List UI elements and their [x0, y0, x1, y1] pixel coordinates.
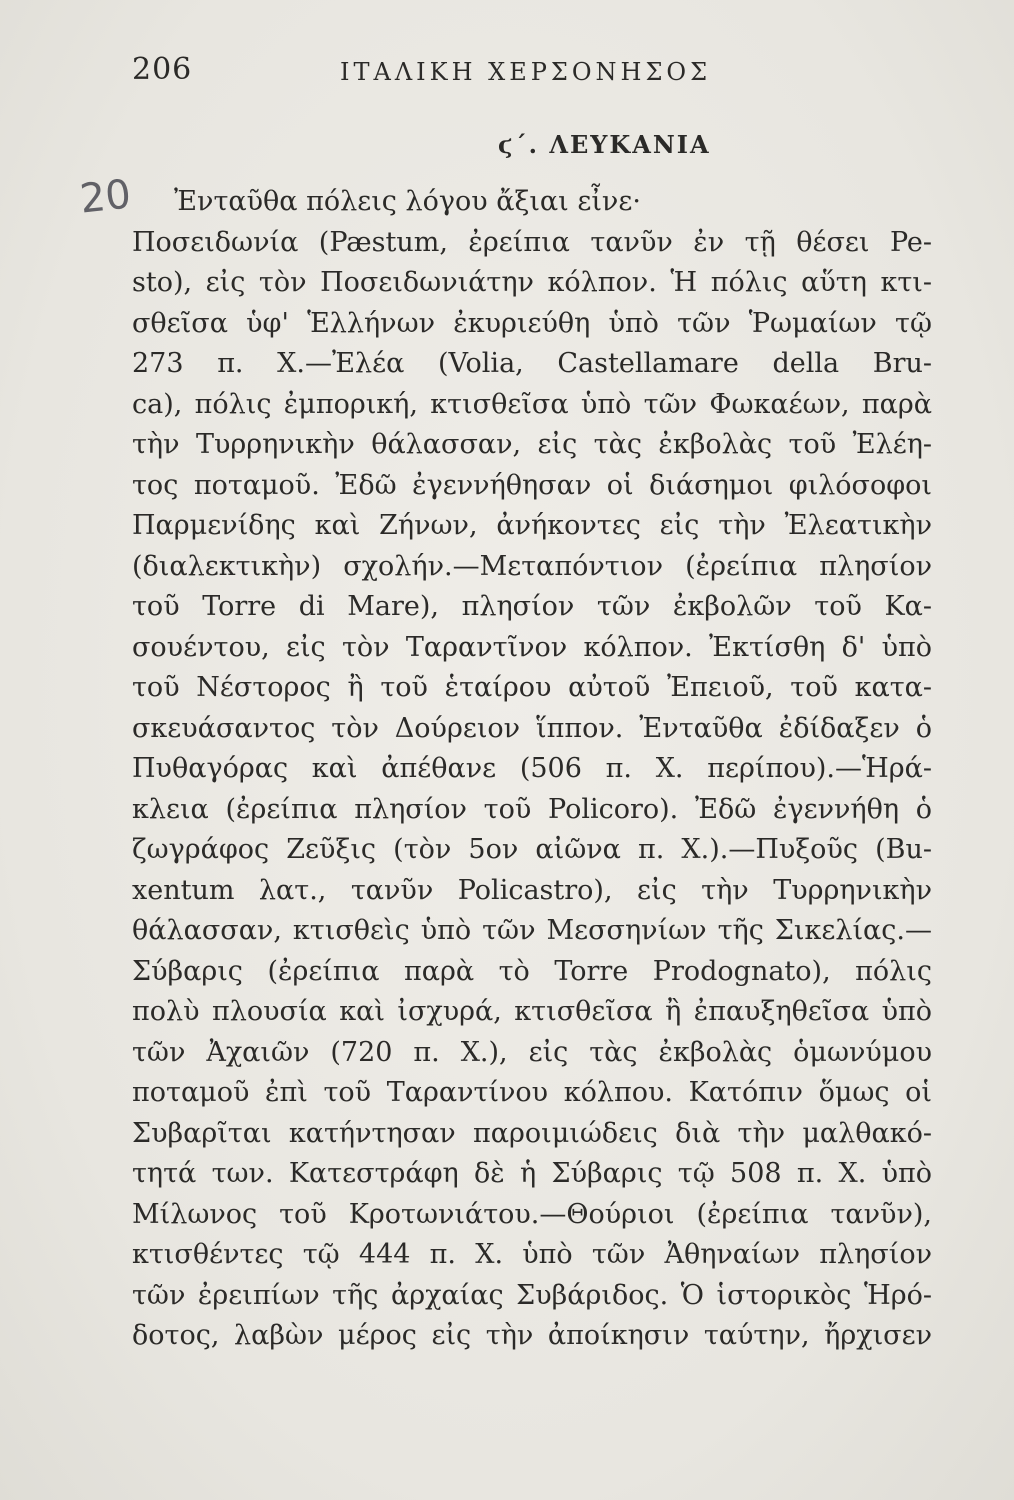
- handwritten-margin-note: 20: [77, 171, 134, 223]
- text-line: σκευάσαντος τὸν Δούρειον ἵππον. Ἐνταῦθα ἐδίδαξεν ὁ: [132, 712, 932, 744]
- text-line: τὴν Τυρρηνικὴν θάλασσαν, εἰς τὰς ἐκβολὰς τοῦ Ἐλέη-: [132, 429, 932, 460]
- text-line: τῶν ἐρειπίων τῆς ἀρχαίας Συβάριδος. Ὁ ἱστορικὸς Ἡρό-: [132, 1279, 932, 1311]
- page-number: 206: [132, 52, 193, 87]
- text-line: τῶν Ἀχαιῶν (720 π. Χ.), εἰς τὰς ἐκβολὰς ὁμωνύμου: [132, 1036, 932, 1068]
- text-line: Ποσειδωνία (Pæstum, ἐρείπια τανῦν ἐν τῇ θέσει Pe-: [132, 226, 932, 258]
- text-line: 273 π. Χ.—Ἐλέα (Volia, Castellamare della Bru-: [132, 348, 932, 379]
- page-header: [132, 52, 912, 92]
- text-line: τοῦ Torre di Mare), πλησίον τῶν ἐκβολῶν τοῦ Κα-: [132, 591, 932, 622]
- text-line: σθεῖσα ὑφ' Ἑλλήνων ἐκυριεύθη ὑπὸ τῶν Ῥωμαίων τῷ: [132, 307, 932, 339]
- text-line: δοτος, λαβὼν μέρος εἰς τὴν ἀποίκησιν ταύτην, ἤρχισεν: [132, 1320, 932, 1351]
- text-line: σουέντου, εἰς τὸν Ταραντῖνον κόλπον. Ἐκτίσθη δ' ὑπὸ: [132, 631, 932, 663]
- text-line: ζωγράφος Ζεῦξις (τὸν 5ον αἰῶνα π. Χ.).—Πυξοῦς (Bu-: [132, 834, 932, 865]
- text-line: Παρμενίδης καὶ Ζήνων, ἀνήκοντες εἰς τὴν Ἐλεατικὴν: [132, 510, 932, 541]
- text-line: κλεια (ἐρείπια πλησίον τοῦ Policoro). Ἐδῶ ἐγεννήθη ὁ: [132, 793, 932, 825]
- text-line: Πυθαγόρας καὶ ἀπέθανε (506 π. Χ. περίπου).—Ἡρά-: [132, 753, 932, 784]
- text-line: ca), πόλις ἐμπορική, κτισθεῖσα ὑπὸ τῶν Φωκαέων, παρὰ: [132, 388, 932, 420]
- text-line: τος ποταμοῦ. Ἐδῶ ἐγεννήθησαν οἱ διάσημοι φιλόσοφοι: [132, 469, 932, 501]
- text-line: Μίλωνος τοῦ Κροτωνιάτου.—Θούριοι (ἐρείπια τανῦν),: [132, 1198, 932, 1230]
- text-line: τητά των. Κατεστράφη δὲ ἡ Σύβαρις τῷ 508 π. Χ. ὑπὸ: [132, 1158, 932, 1189]
- text-line: κτισθέντες τῷ 444 π. Χ. ὑπὸ τῶν Ἀθηναίων πλησίον: [132, 1239, 932, 1270]
- text-line: Σύβαρις (ἐρείπια παρὰ τὸ Torre Prodognato), πόλις: [132, 955, 932, 987]
- text-line: (διαλεκτικὴν) σχολήν.—Μεταπόντιον (ἐρείπια πλησίον: [132, 550, 932, 582]
- text-line: θάλασσαν, κτισθεὶς ὑπὸ τῶν Μεσσηνίων τῆς Σικελίας.—: [132, 915, 932, 946]
- text-line: Ἐνταῦθα πόλεις λόγου ἄξιαι εἶνε·: [174, 186, 641, 217]
- text-line: πολὺ πλουσία καὶ ἰσχυρά, κτισθεῖσα ἢ ἐπαυξηθεῖσα ὑπὸ: [132, 996, 932, 1027]
- body-text: [132, 182, 932, 1357]
- text-line: xentum λατ., τανῦν Policastro), εἰς τὴν Τυρρηνικὴν: [132, 874, 932, 906]
- running-head: ΙΤΑΛΙΚΗ ΧΕΡΣΟΝΗΣΟΣ: [340, 58, 712, 86]
- text-line: τοῦ Νέστορος ἢ τοῦ ἑταίρου αὐτοῦ Ἐπειοῦ, τοῦ κατα-: [132, 672, 932, 703]
- text-line: sto), εἰς τὸν Ποσειδωνιάτην κόλπον. Ἡ πόλις αὕτη κτι-: [132, 267, 932, 298]
- section-title: ϛ΄. ΛΕΥΚΑΝΙΑ: [498, 130, 711, 159]
- text-line: ποταμοῦ ἐπὶ τοῦ Ταραντίνου κόλπου. Κατόπιν ὅμως οἱ: [132, 1077, 932, 1108]
- text-line: Συβαρῖται κατήντησαν παροιμιώδεις διὰ τὴν μαλθακό-: [132, 1117, 932, 1149]
